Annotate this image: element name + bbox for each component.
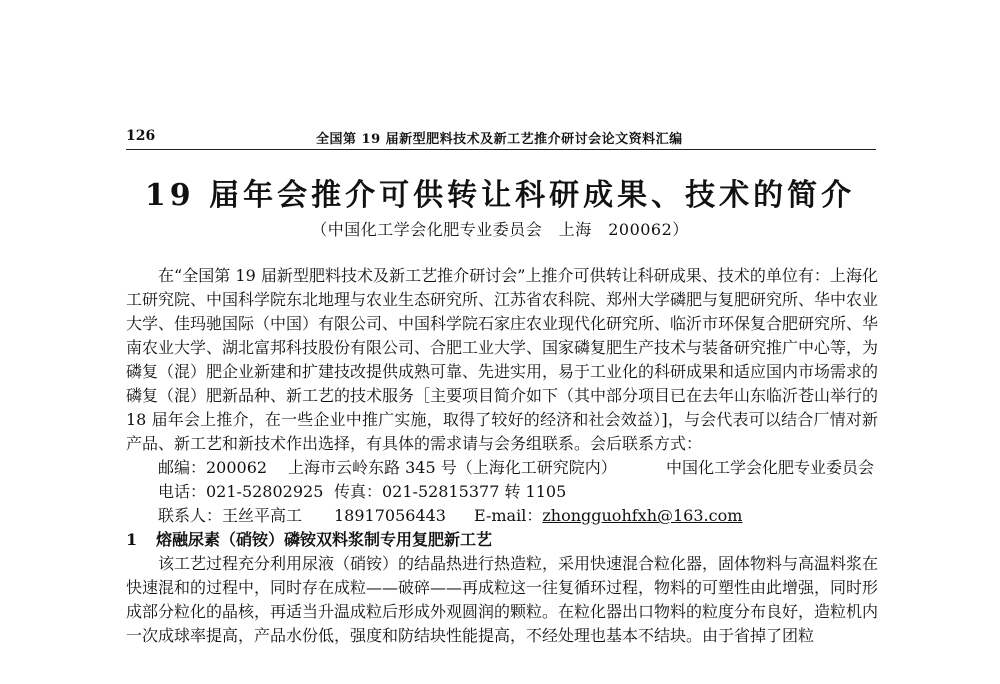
section-number: 1 [126, 530, 138, 549]
running-header [126, 127, 876, 150]
phone: 电话：021-52802925 [158, 482, 324, 501]
article-affiliation: （中国化工学会化肥专业委员会 上海 200062） [311, 220, 689, 239]
section-heading [126, 528, 878, 552]
email-link[interactable]: zhongguohfxh@163.com [542, 506, 743, 525]
intro-paragraph: 在“全国第 19 届新型肥料技术及新工艺推介研讨会”上推介可供转让科研成果、技术的单位有：上海化工研究院、中国科学院东北地理与农业生态研究所、江苏省农科院、郑州大学磷肥与复肥研究所、华中农业大学、佳玛驰国际（中国）有限公司、中国科学院石家庄农业现代化研究所、临沂市环保复合肥研究所、华南农业大学、湖北富邦科技股份有限公司、合肥工业大学、国家磷复肥生产技术与装备研究推广中心等，为磷复（混）肥企业新建和扩建技改提供成熟可靠、先进实用，易于工业化的科研成果和适应国内市场需求的磷复（混）肥新品种、新工艺的技术服务［主要项目简介如下（其中部分项目已在去年山东临沂苍山举行的 18 届年会上推介，在一些企业中推广实施，取得了较好的经济和社会效益）]，与会代表可以结合厂情对新产品、新工艺和新技术作出选择，有具体的需求请与会务组联系。会后联系方式： [126, 266, 879, 453]
organization: 中国化工学会化肥专业委员会 [666, 458, 875, 477]
contact-line-phone [126, 480, 878, 504]
section-title: 熔融尿素（硝铵）磷铵双料浆制专用复肥新工艺 [156, 530, 493, 549]
article-title: 19 届年会推介可供转让科研成果、技术的简介 [144, 178, 856, 213]
article-body [126, 264, 878, 648]
running-title: 全国第 19 届新型肥料技术及新工艺推介研讨会论文资料汇编 [316, 132, 683, 147]
contact-person: 联系人：王丝平高工 [158, 506, 303, 525]
contact-line-person [126, 504, 878, 528]
section-paragraph: 该工艺过程充分利用尿液（硝铵）的结晶热进行热造粒，采用快速混合粒化器，固体物料与高温料浆在快速混和的过程中，同时存在成粒——破碎——再成粒这一往复循环过程，物料的可塑性由此增强，同时形成部分粒化的晶核，再适当升温成粒后形成外观圆润的颗粒。在粒化器出口物料的粒度分布良好，造粒机内一次成球率提高，产品水份低，强度和防结块性能提高，不经处理也基本不结块。由于省掉了团粒 [126, 554, 879, 645]
email-label: E-mail： [474, 506, 543, 525]
address: 上海市云岭东路 345 号（上海化工研究院内） [288, 458, 617, 477]
postcode: 邮编：200062 [158, 458, 268, 477]
page-number: 126 [126, 128, 156, 144]
mobile-number: 18917056443 [334, 506, 446, 525]
contact-line-address [126, 456, 878, 480]
fax: 传真：021-52815377 转 1105 [334, 482, 567, 501]
